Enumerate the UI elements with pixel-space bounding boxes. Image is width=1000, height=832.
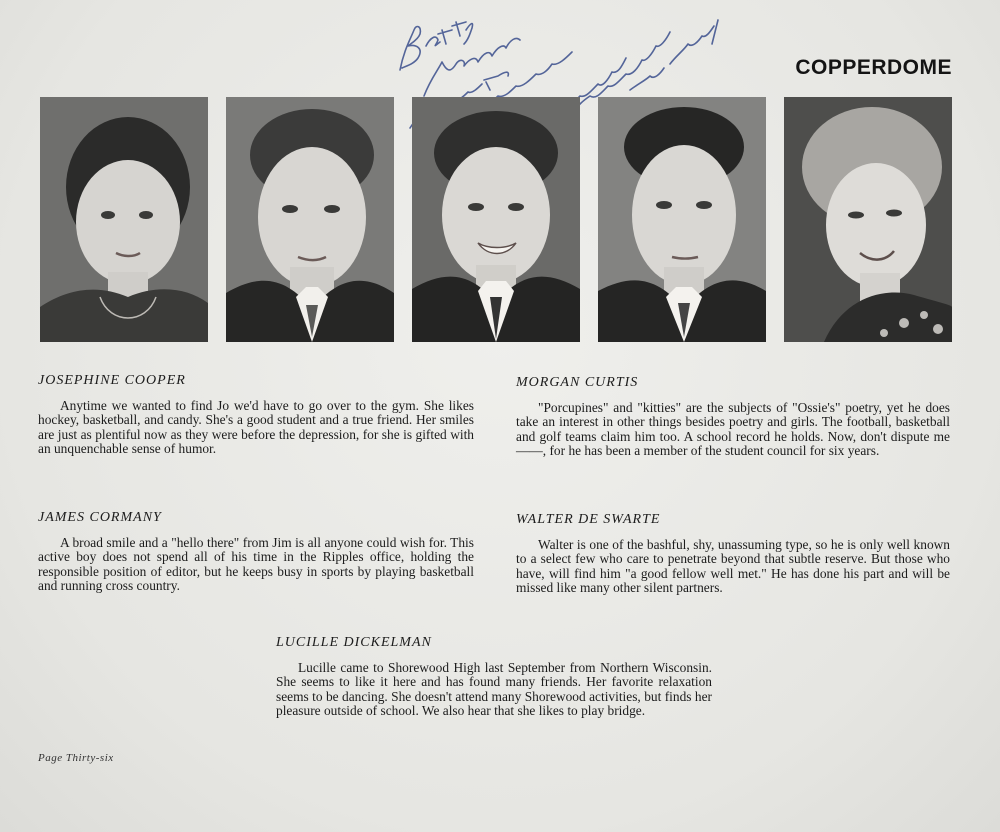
portrait-photo (412, 97, 580, 342)
bio-text: Walter is one of the bashful, shy, unassuming type, so he is only well known to a select few who care to penetrate beyond that subtle reserve. But those who have, will find him "a good fellow well met." He has done his part and will be missed like many other silent partners. (516, 536, 950, 596)
portrait-photo (784, 97, 952, 342)
portrait-photo (226, 97, 394, 342)
bio-text: "Porcupines" and "kitties" are the subjects of "Ossie's" poetry, yet he does take an interest in other things besides poetry and girls. The football, basketball and golf teams claim him too. A school record he holds. Now, don't dispute me ——, for he has been a member of the student council for six years. (516, 399, 950, 459)
yearbook-title: COPPERDOME (795, 56, 952, 79)
student-name: WALTER DE SWARTE (516, 512, 661, 527)
bio-text: Anytime we wanted to find Jo we'd have to go over to the gym. She likes hockey, basketball, and candy. She's a good student and a true friend. Her smiles are just as plentiful now as they were before the depression, for she is gifted with an unquenchable sense of humor. (38, 397, 474, 457)
student-name: LUCILLE DICKELMAN (276, 635, 432, 650)
portrait-photo (40, 97, 208, 342)
bio-text: A broad smile and a "hello there" from Jim is all anyone could wish for. This active boy does not spend all of his time in the Ripples office, holding the responsible position of editor, but he keeps busy in sports by playing basketball and running cross country. (38, 534, 474, 594)
portrait-photo (598, 97, 766, 342)
page-number: Page Thirty-six (38, 752, 114, 764)
bio-morgan-curtis (516, 376, 950, 459)
bio-james-cormany (38, 511, 474, 594)
bio-lucille-dickelman (276, 636, 712, 719)
student-name: MORGAN CURTIS (516, 375, 639, 390)
student-name: JAMES CORMANY (38, 510, 162, 525)
bio-text: Lucille came to Shorewood High last September from Northern Wisconsin. She seems to like it here and has found many friends. Her favorite relaxation seems to be dancing. She doesn't attend many Shorewood activities, but finds her pleasure outside of school. We also hear that she likes to play bridge. (276, 659, 712, 719)
bio-josephine-cooper (38, 374, 474, 457)
student-name: JOSEPHINE COOPER (38, 373, 186, 388)
bio-walter-de-swarte (516, 513, 950, 596)
